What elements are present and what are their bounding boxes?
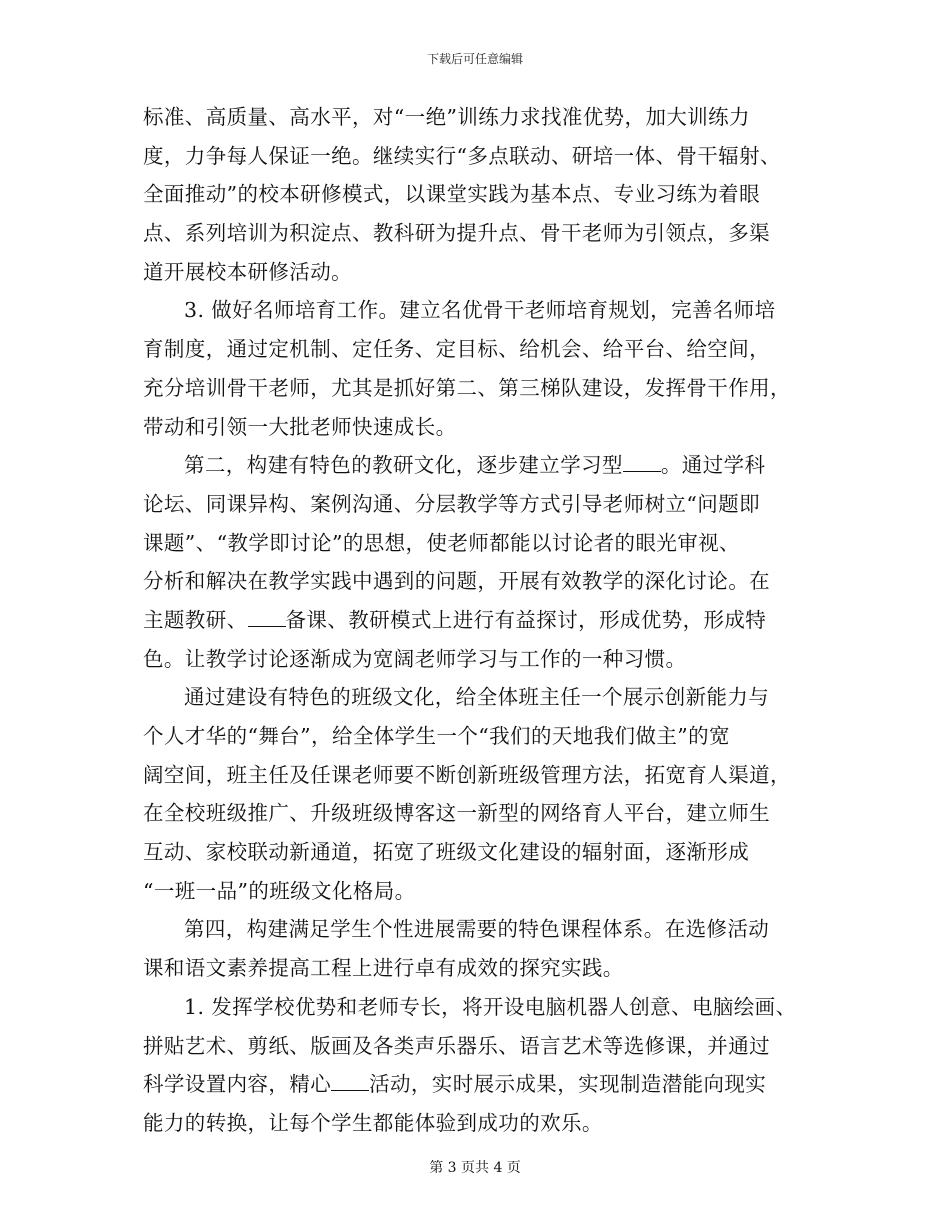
text-line (143, 1027, 809, 1066)
text-segment: 拼贴艺术、剪纸、版画及各类声乐器乐、语言艺术等选修课，并通过 (143, 1033, 770, 1058)
text-segment: 3. 做好名师培育工作。建立名优骨干老师培育规划，完善名师培 (184, 298, 776, 323)
fill-in-blank (623, 457, 661, 472)
text-segment: 道开展校本研修活动。 (143, 259, 352, 284)
text-segment: 。通过学科 (660, 453, 766, 478)
text-line (143, 601, 809, 640)
text-segment: 阔空间，班主任及任课老师要不断创新班级管理方法，拓宽育人渠道， (143, 762, 791, 787)
text-line (143, 175, 809, 214)
text-line (143, 678, 809, 717)
text-segment: 备课、教研模式上进行有益探讨，形成优势，形成特 (285, 607, 767, 632)
text-segment: 论坛、同课异构、案例沟通、分层教学等方式引导老师树立“问题即 (143, 491, 760, 516)
text-segment: 第二，构建有特色的教研文化，逐步建立学习型 (184, 453, 623, 478)
fill-in-blank (331, 1076, 369, 1091)
text-segment: 课题”、“教学即讨论”的思想，使老师都能以讨论者的眼光审视、 (143, 530, 740, 555)
text-segment: 带动和引领一大批老师快速成长。 (143, 414, 457, 439)
page-footer: 第 3 页共 4 页 (429, 1160, 521, 1176)
text-segment: 充分培训骨干老师，尤其是抓好第二、第三梯队建设，发挥骨干作用， (143, 375, 791, 400)
text-line (143, 253, 809, 292)
text-line (143, 408, 809, 447)
text-segment: 色。让教学讨论逐渐成为宽阔老师学习与工作的一种习惯。 (143, 646, 687, 671)
text-line (143, 794, 809, 833)
text-segment: 1. 发挥学校优势和老师专长，将开设电脑机器人创意、电脑绘画、 (184, 994, 797, 1019)
text-segment: 活动，实时展示成果，实现制造潜能向现实 (369, 1072, 767, 1097)
text-line (143, 214, 809, 253)
text-segment: 度，力争每人保证一绝。继续实行“多点联动、研培一体、骨干辐射、 (143, 143, 781, 168)
text-line (143, 910, 809, 949)
text-line (143, 446, 809, 485)
text-line (143, 524, 809, 563)
text-line (143, 833, 809, 872)
text-line (143, 872, 809, 911)
text-line (143, 640, 809, 679)
text-segment: 个人才华的“舞台”，给全体学生一个“我们的天地我们做主”的宽 (143, 724, 730, 748)
text-line (143, 137, 809, 176)
text-line (143, 485, 809, 524)
text-segment: 科学设置内容，精心 (143, 1072, 332, 1097)
text-segment: 分析和解决在教学实践中遇到的问题，开展有效教学的深化讨论。在 (143, 569, 770, 594)
text-line (143, 1104, 809, 1143)
text-segment: 通过建设有特色的班级文化，给全体班主任一个展示创新能力与 (184, 685, 770, 710)
text-segment: 能力的转换，让每个学生都能体验到成功的欢乐。 (143, 1110, 603, 1135)
document-body (143, 98, 809, 1143)
text-line (143, 756, 809, 795)
text-segment: 标准、高质量、高水平，对“一绝”训练力求找准优势，加大训练力 (143, 105, 750, 129)
text-line (143, 562, 809, 601)
text-line (143, 98, 809, 137)
page-header: 下载后可任意编辑 (426, 52, 523, 66)
fill-in-blank (248, 612, 286, 627)
text-segment: 在全校班级推广、升级班级博客这一新型的网络育人平台，建立师生 (143, 801, 770, 826)
text-segment: “一班一品”的班级文化格局。 (143, 878, 416, 903)
text-line (143, 717, 809, 756)
text-line (143, 291, 809, 330)
text-segment: 主题教研、 (143, 607, 248, 632)
text-line (143, 949, 809, 988)
text-line (143, 1065, 809, 1104)
text-line (143, 330, 809, 369)
text-segment: 点、系列培训为积淀点、教科研为提升点、骨干老师为引领点，多渠 (143, 221, 770, 246)
text-segment: 第四，构建满足学生个性进展需要的特色课程体系。在选修活动 (184, 917, 770, 942)
text-line (143, 369, 809, 408)
text-segment: 互动、家校联动新通道，拓宽了班级文化建设的辐射面，逐渐形成 (143, 840, 750, 865)
text-segment: 育制度，通过定机制、定任务、定目标、给机会、给平台、给空间， (143, 337, 770, 362)
text-segment: 课和语文素养提高工程上进行卓有成效的探究实践。 (143, 956, 624, 981)
text-segment: 全面推动”的校本研修模式，以课堂实践为基本点、专业习练为着眼 (143, 182, 760, 207)
text-line (143, 988, 809, 1027)
